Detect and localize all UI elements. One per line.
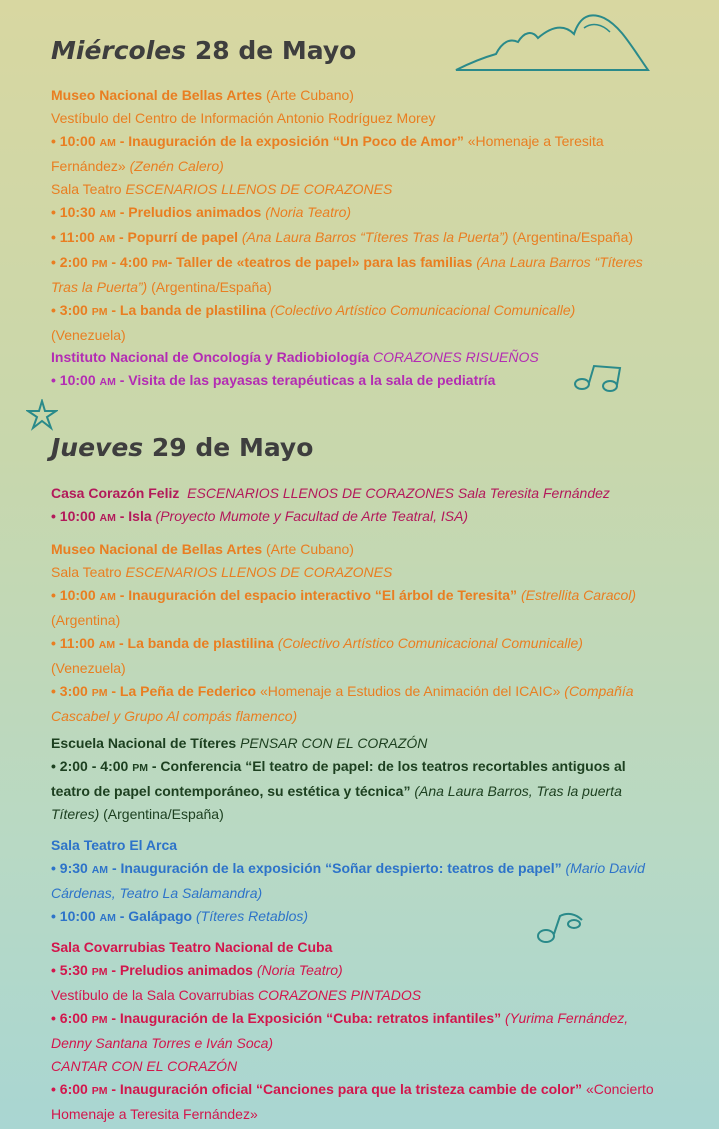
casa-block [51, 482, 610, 530]
event-title: teatro de papel contemporáneo, su estética y técnica” [51, 783, 411, 799]
museo-block-day2 [51, 538, 636, 728]
event: • 2:00 PM - 4:00 PM- Taller de «teatros de papel» para las familias (Ana Laura Barros “Títeres [51, 254, 643, 270]
instituto-block [51, 346, 539, 394]
event: • 10:30 AM - Preludios animados (Noria Teatro) [51, 204, 352, 220]
event: • 6:00 PM - Inauguración oficial “Canciones para que la tristeza cambie de color” «Concierto [51, 1081, 654, 1097]
venue-name: Instituto Nacional de Oncología y Radiobiología [51, 349, 370, 365]
cloud-icon [452, 12, 654, 74]
event-rest: Fernández» [51, 158, 126, 174]
escuela-block [51, 732, 626, 826]
event: • 10:00 AM - Galápago (Títeres Retablos) [51, 908, 309, 924]
event: • 10:00 AM - Inauguración de la exposición “Un Poco de Amor” «Homenaje a Teresita [51, 133, 604, 149]
sala-prefix: Sala Teatro [51, 181, 122, 197]
event-credit: Cárdenas, Teatro La Salamandra) [51, 885, 263, 901]
weekday: Miércoles [51, 36, 187, 65]
program-name: CANTAR CON EL CORAZÓN [51, 1058, 238, 1074]
date: 28 de Mayo [194, 36, 357, 65]
sala-name: ESCENARIOS LLENOS DE CORAZONES [125, 564, 393, 580]
event-credit: (Ana Laura Barros, Tras la puerta [414, 783, 622, 799]
event: • 10:00 AM - Isla (Proyecto Mumote y Facultad de Arte Teatral, ISA) [51, 508, 469, 524]
sala-name: Sala Teresita Fernández [457, 485, 610, 501]
program-name: CORAZONES PINTADOS [258, 987, 422, 1003]
event: • 2:00 - 4:00 PM - Conferencia “El teatro de papel: de los teatros recortables antiguos al [51, 758, 626, 774]
event-country: (Argentina/España) [103, 806, 224, 822]
event-credit: Denny Santana Torres e Iván Soca) [51, 1035, 274, 1051]
event: • 3:00 PM - La banda de plastilina (Colectivo Artístico Comunicacional Comunicalle) [51, 302, 576, 318]
star-icon [26, 399, 58, 431]
sala-prefix: Vestíbulo de la Sala Covarrubias [51, 987, 255, 1003]
venue-name: Sala Covarrubias Teatro Nacional de Cuba [51, 939, 333, 955]
event-credit: Cascabel y Grupo Al compás flamenco) [51, 708, 298, 724]
event: • 10:00 AM - Inauguración del espacio interactivo “El árbol de Teresita” (Estrellita Caracol) [51, 587, 637, 603]
event-credit: Títeres) [51, 806, 100, 822]
event-country: (Venezuela) [51, 660, 126, 676]
program-name: ESCENARIOS LLENOS DE CORAZONES [187, 485, 454, 501]
event-credit: (Zenén Calero) [129, 158, 224, 174]
event: • 5:30 PM - Preludios animados (Noria Teatro) [51, 962, 343, 978]
program-name: CORAZONES RISUEÑOS [373, 349, 539, 365]
covarrubias-block [51, 936, 654, 1126]
venue-name: Sala Teatro El Arca [51, 837, 178, 853]
venue-name: Museo Nacional de Bellas Artes [51, 87, 263, 103]
venue-note: (Arte Cubano) [266, 87, 354, 103]
sala-prefix: Sala Teatro [51, 564, 122, 580]
program-name: PENSAR CON EL CORAZÓN [240, 735, 428, 751]
arca-block [51, 834, 645, 930]
event-rest: Homenaje a Teresita Fernández» [51, 1106, 258, 1122]
event: • 3:00 PM - La Peña de Federico «Homenaje a Estudios de Animación del ICAIC» (Compañía [51, 683, 634, 699]
venue-name: Casa Corazón Feliz [51, 485, 180, 501]
event: • 11:00 AM - La banda de plastilina (Colectivo Artístico Comunicacional Comunicalle) [51, 635, 583, 651]
museo-block-day1 [51, 84, 643, 347]
day-heading [51, 36, 356, 66]
venue-note: (Arte Cubano) [266, 541, 354, 557]
event: • 11:00 AM - Popurrí de papel (Ana Laura Barros “Títeres Tras la Puerta”) (Argentina/España) [51, 229, 634, 245]
venue-name: Museo Nacional de Bellas Artes [51, 541, 263, 557]
day-heading [51, 433, 313, 463]
date: 29 de Mayo [151, 433, 314, 462]
event-country: (Argentina) [51, 612, 121, 628]
event-country: (Venezuela) [51, 327, 126, 343]
venue-name: Escuela Nacional de Títeres [51, 735, 237, 751]
music-note-icon [572, 362, 624, 394]
event-credit: Tras la Puerta”) [51, 279, 148, 295]
sala-name: ESCENARIOS LLENOS DE CORAZONES [125, 181, 393, 197]
event: • 9:30 AM - Inauguración de la exposición “Soñar despierto: teatros de papel” (Mario David [51, 860, 645, 876]
event: • 10:00 AM - Visita de las payasas terapéuticas a la sala de pediatría [51, 372, 496, 388]
venue-location: Vestíbulo del Centro de Información Antonio Rodríguez Morey [51, 110, 436, 126]
event-country: (Argentina/España) [151, 279, 272, 295]
event: • 6:00 PM - Inauguración de la Exposición “Cuba: retratos infantiles” (Yurima Fernández, [51, 1010, 629, 1026]
weekday: Jueves [51, 433, 144, 462]
